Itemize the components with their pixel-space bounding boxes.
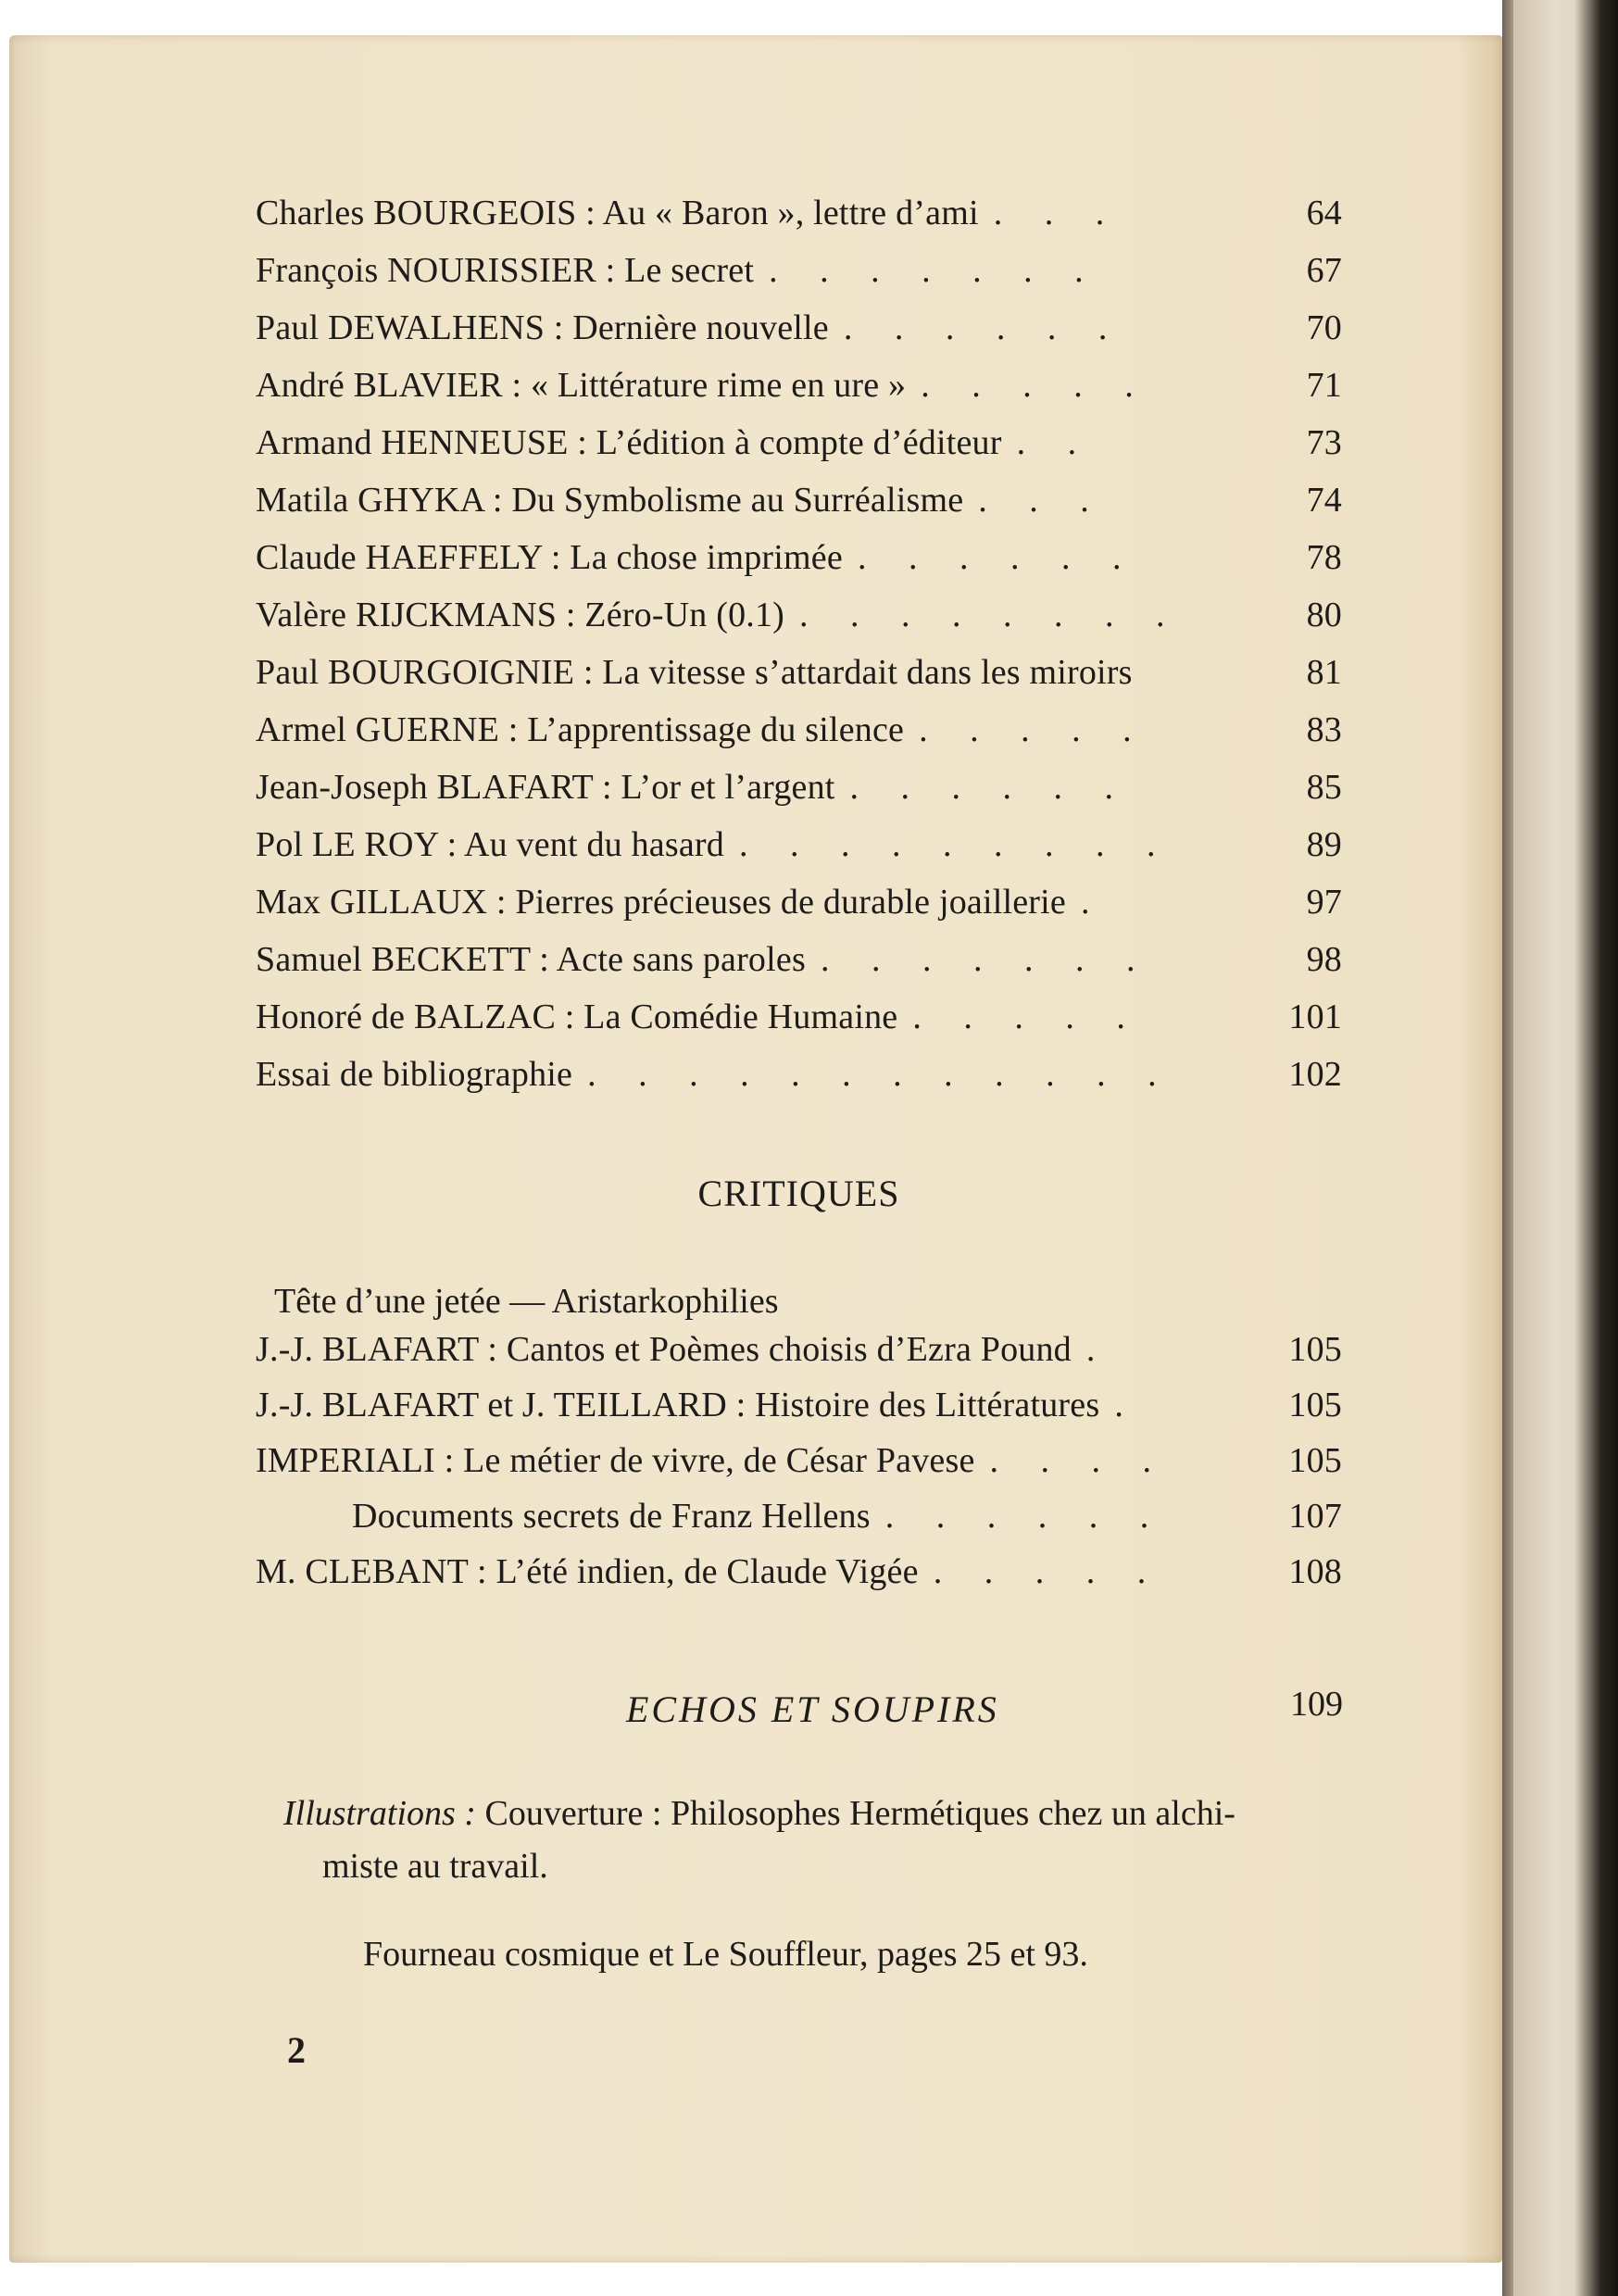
toc-entry-title: Paul DEWALHENS : Dernière nouvelle — [256, 308, 829, 347]
dot-leader: . . . . . — [933, 1552, 1163, 1591]
toc-entry — [256, 767, 1342, 819]
toc-entry-title: Essai de bibliographie — [256, 1055, 573, 1094]
toc-page-number: 102 — [1288, 1055, 1342, 1094]
toc-entry-title: J.-J. BLAFART : Cantos et Poèmes choisis d’Ezra Pound — [256, 1330, 1072, 1369]
page-folio: 2 — [287, 2029, 306, 2071]
dot-leader: . . . . . — [921, 366, 1150, 405]
toc-entry-title: Matila GHYKA : Du Symbolisme au Surréalisme — [256, 481, 964, 520]
dot-leader: . . — [1016, 423, 1094, 462]
toc-page-number: 108 — [1288, 1552, 1342, 1591]
toc-entry — [256, 595, 1342, 646]
echos-page-number: 109 — [1290, 1685, 1343, 1724]
toc-entry — [256, 882, 1342, 934]
dot-leader: . . . . . — [912, 997, 1142, 1036]
toc-entry-title: Samuel BECKETT : Acte sans paroles — [256, 940, 806, 979]
toc-entry — [256, 307, 1342, 359]
echos-heading: ECHOS ET SOUPIRS — [626, 1688, 999, 1730]
toc-entry-title: Documents secrets de Franz Hellens — [352, 1497, 871, 1536]
toc-entry-title: Honoré de BALZAC : La Comédie Humaine — [256, 997, 898, 1036]
illustrations-label: Illustrations : — [283, 1794, 476, 1833]
dot-leader: . — [1080, 883, 1107, 922]
dot-leader: . . . . — [989, 1441, 1169, 1480]
page-gutter-shadow — [1502, 0, 1513, 2296]
toc-entry-title: IMPERIALI : Le métier de vivre, de César Pavese — [256, 1441, 975, 1480]
toc-page-number: 105 — [1288, 1330, 1342, 1369]
toc-page-number: 83 — [1306, 710, 1342, 749]
toc-entry-title: Claude HAEFFELY : La chose imprimée — [256, 538, 843, 577]
dot-leader: . . . . . . . . . . . . — [587, 1055, 1173, 1094]
toc-page-number: 105 — [1288, 1441, 1342, 1480]
toc-entry — [256, 422, 1342, 474]
dot-leader: . . . . . . — [843, 308, 1124, 347]
toc-entry — [256, 709, 1342, 761]
dot-leader: . — [1085, 1330, 1112, 1369]
toc-entry — [256, 250, 1342, 302]
toc-page-number: 74 — [1306, 481, 1342, 520]
toc-page-number: 78 — [1306, 538, 1342, 577]
toc-entry — [256, 365, 1342, 417]
toc-entry-title: Pol LE ROY : Au vent du hasard — [256, 825, 724, 864]
toc-entry — [256, 1385, 1342, 1437]
toc-entry-title: M. CLEBANT : L’été indien, de Claude Vigée — [256, 1552, 919, 1591]
dot-leader: . . . . . . . . . — [738, 825, 1173, 864]
toc-page-number: 107 — [1288, 1497, 1342, 1536]
toc-entry-title: Max GILLAUX : Pierres précieuses de durable joaillerie — [256, 883, 1066, 922]
dot-leader: . — [1114, 1386, 1140, 1424]
dot-leader: . . . . . . — [884, 1497, 1166, 1536]
toc-page-number: 105 — [1288, 1386, 1342, 1424]
toc-page-number: 64 — [1306, 194, 1342, 232]
toc-entry-title: Charles BOURGEOIS : Au « Baron », lettre d’ami — [256, 194, 979, 232]
toc-entry-title: Armand HENNEUSE : L’édition à compte d’éditeur — [256, 423, 1002, 462]
critiques-intro: Tête d’une jetée — Aristarkophilies — [274, 1282, 779, 1321]
toc-page-number: 67 — [1306, 251, 1342, 290]
illustrations-line-1 — [283, 1793, 1235, 1834]
critiques-heading: CRITIQUES — [697, 1173, 900, 1214]
toc-entry — [256, 1054, 1342, 1106]
toc-page-number: 81 — [1306, 653, 1342, 692]
dot-leader: . . . . . . — [857, 538, 1138, 577]
toc-entry — [352, 1496, 1342, 1548]
toc-page-number: 85 — [1306, 768, 1342, 807]
toc-entry-title: Armel GUERNE : L’apprentissage du silence — [256, 710, 905, 749]
toc-page-number: 73 — [1306, 423, 1342, 462]
illustrations-line-3: Fourneau cosmique et Le Souffleur, pages 25 et 93. — [363, 1935, 1088, 1974]
toc-page-number: 97 — [1306, 883, 1342, 922]
toc-entry — [256, 997, 1342, 1048]
toc-entry — [256, 537, 1342, 589]
illustrations-text-1: Couverture : Philosophes Hermétiques chez un alchi- — [475, 1794, 1235, 1833]
scanner-dark-edge — [1574, 0, 1618, 2296]
dot-leader: . . . . . — [919, 710, 1148, 749]
dot-leader: . . . . . . . — [769, 251, 1100, 290]
toc-entry — [256, 652, 1342, 704]
toc-entry — [256, 824, 1342, 876]
toc-entry — [256, 1551, 1342, 1603]
toc-entry-title: Paul BOURGOIGNIE : La vitesse s’attardait dans les miroirs — [256, 653, 1133, 692]
toc-page-number: 70 — [1306, 308, 1342, 347]
dot-leader: . . . — [978, 481, 1106, 520]
dot-leader: . . . . . . . . — [799, 596, 1182, 634]
toc-entry — [256, 1329, 1342, 1381]
toc-entry-title: Valère RIJCKMANS : Zéro-Un (0.1) — [256, 596, 785, 634]
illustrations-line-2: miste au travail. — [322, 1847, 548, 1886]
toc-entry — [256, 480, 1342, 532]
toc-page-number: 101 — [1288, 997, 1342, 1036]
toc-entry — [256, 193, 1342, 245]
toc-page-number: 89 — [1306, 825, 1342, 864]
toc-page-number: 80 — [1306, 596, 1342, 634]
toc-entry-title: François NOURISSIER : Le secret — [256, 251, 755, 290]
toc-entry-title: Jean-Joseph BLAFART : L’or et l’argent — [256, 768, 835, 807]
toc-entry — [256, 939, 1342, 991]
toc-page-number: 71 — [1306, 366, 1342, 405]
toc-entry-title: J.-J. BLAFART et J. TEILLARD : Histoire des Littératures — [256, 1386, 1100, 1424]
toc-entry — [256, 1440, 1342, 1492]
dot-leader: . . . . . . — [849, 768, 1131, 807]
toc-entry-title: André BLAVIER : « Littérature rime en ure » — [256, 366, 907, 405]
dot-leader: . . . . . . . — [820, 940, 1152, 979]
dot-leader: . . . — [993, 194, 1122, 232]
toc-page-number: 98 — [1306, 940, 1342, 979]
